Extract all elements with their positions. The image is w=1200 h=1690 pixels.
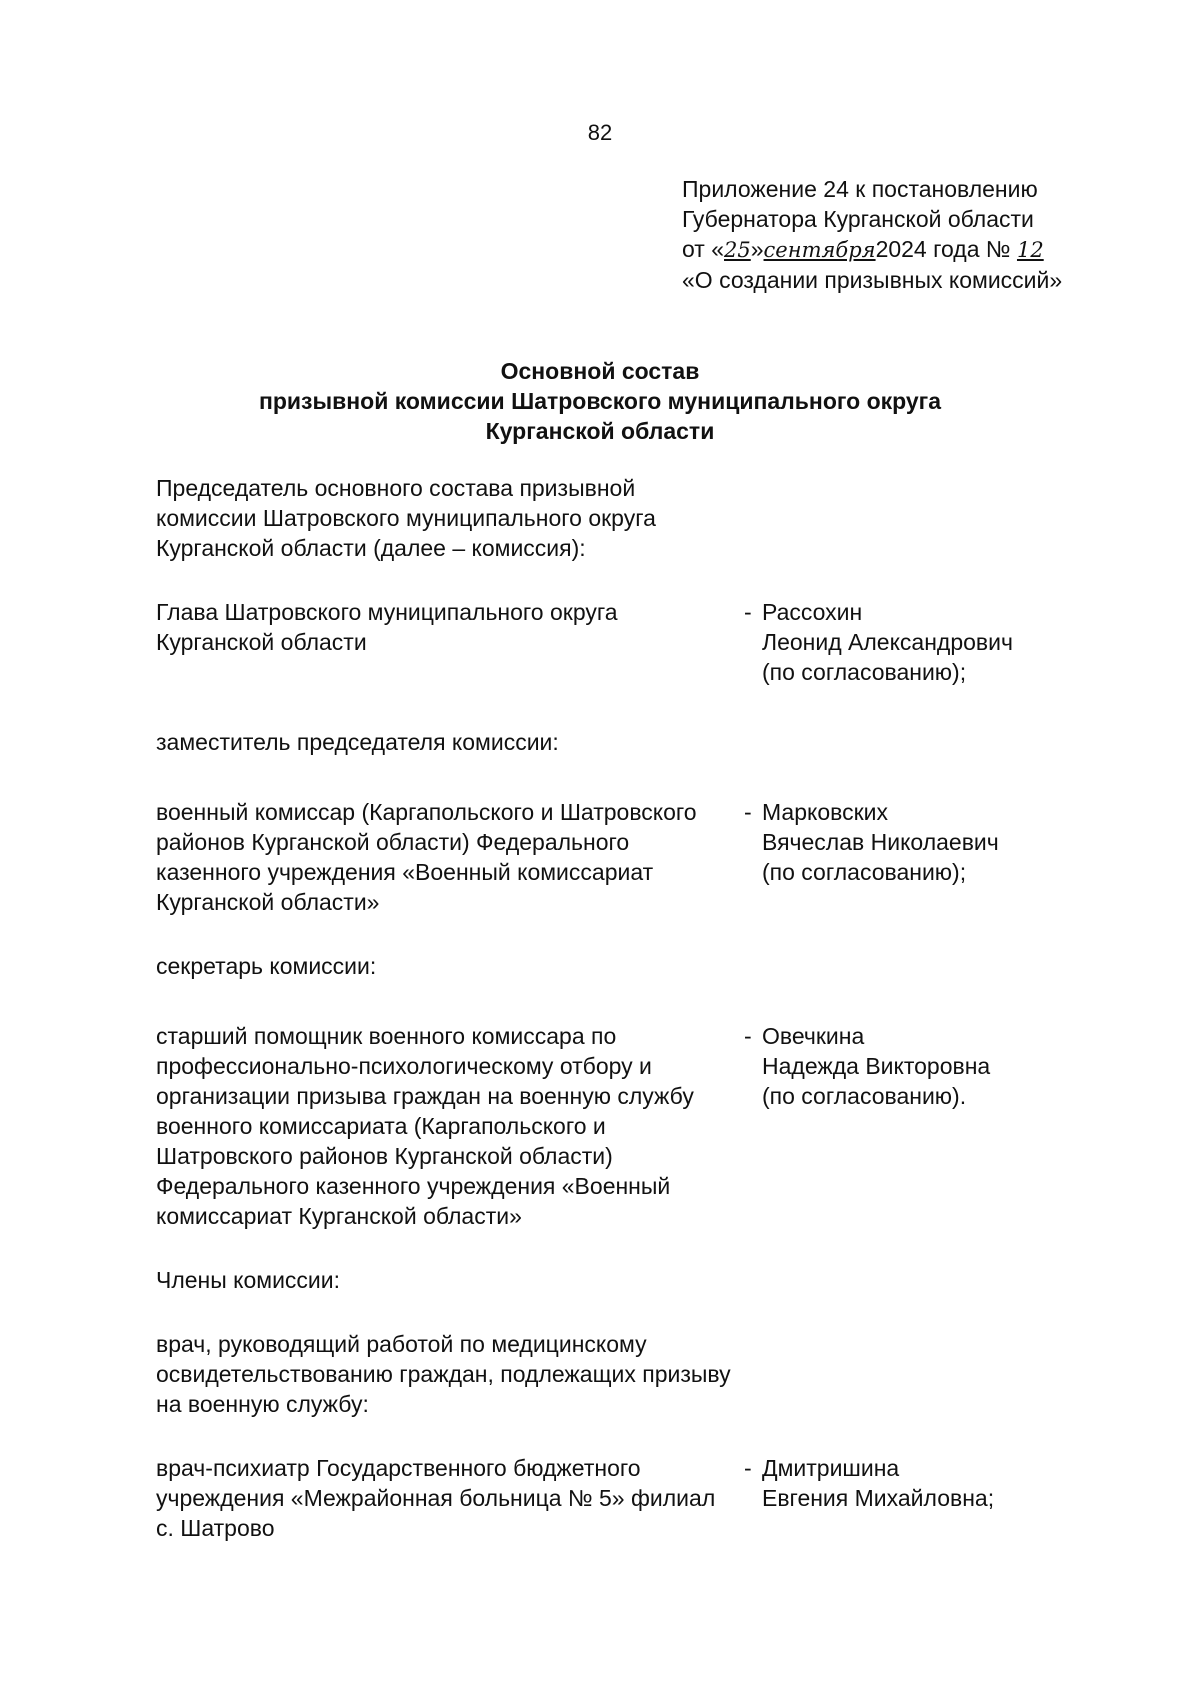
deputy-note: (по согласованию);: [762, 859, 967, 885]
doctor-dash: -: [744, 1455, 752, 1481]
secretary-heading-row: [156, 951, 1056, 981]
doctor-surname: Дмитришина: [762, 1455, 900, 1481]
deputy-heading-row: [156, 727, 1056, 757]
deputy-heading: заместитель председателя комиссии:: [156, 729, 559, 755]
secretary-name: Надежда Викторовна: [762, 1053, 991, 1079]
deputy-person: [734, 797, 1056, 917]
deputy-row: [156, 797, 1056, 917]
chairman-heading-row: [156, 473, 1056, 563]
doctor-name: Евгения Михайловна;: [762, 1485, 995, 1511]
appendix-date-mid: »: [750, 236, 764, 262]
appendix-line-3: [682, 234, 1182, 265]
deputy-name: Вячеслав Николаевич: [762, 829, 999, 855]
secretary-heading: секретарь комиссии:: [156, 953, 377, 979]
chairman-person: [734, 597, 1056, 687]
chairman-heading: Председатель основного состава призывной комиссии Шатровского муниципального округа Курганской области (далее – комиссия):: [156, 475, 656, 561]
deputy-surname: Марковских: [762, 799, 888, 825]
secretary-dash: -: [744, 1023, 752, 1049]
handwritten-month: сентября: [763, 238, 876, 262]
chairman-note: (по согласованию);: [762, 659, 967, 685]
chairman-position: Глава Шатровского муниципального округа Курганской области: [156, 599, 618, 655]
chairman-name: Леонид Александрович: [762, 629, 1013, 655]
appendix-year: 2024 года №: [875, 236, 1011, 262]
handwritten-number: 12: [1016, 238, 1044, 262]
title-line-1: Основной состав: [500, 358, 700, 384]
doctor-row: [156, 1453, 1056, 1543]
appendix-header: [682, 174, 1182, 295]
doctor-position: врач-психиатр Государственного бюджетного учреждения «Межрайонная больница № 5» филиал с. Шатрово: [156, 1455, 716, 1541]
secretary-note: (по согласованию).: [762, 1083, 967, 1109]
deputy-dash: -: [744, 799, 752, 825]
doctor-person: [734, 1453, 1056, 1543]
document-title: [0, 356, 1200, 446]
secretary-person: [734, 1021, 1056, 1231]
chairman-dash: -: [744, 599, 752, 625]
appendix-date-prefix: от «: [682, 236, 725, 262]
chairman-surname: Рассохин: [762, 599, 863, 625]
doctor-heading: врач, руководящий работой по медицинскому освидетельствованию граждан, подлежащих призыву на военную службу:: [156, 1331, 731, 1417]
appendix-line-2: Губернатора Курганской области: [682, 206, 1034, 232]
secretary-surname: Овечкина: [762, 1023, 865, 1049]
members-heading-row: [156, 1265, 1056, 1295]
appendix-line-1: Приложение 24 к постановлению: [682, 176, 1038, 202]
title-line-3: Курганской области: [485, 418, 715, 444]
page-number: 82: [587, 120, 613, 145]
composition-list: [156, 473, 1056, 1543]
chairman-row: [156, 597, 1056, 687]
secretary-row: [156, 1021, 1056, 1231]
handwritten-day: 25: [724, 238, 751, 262]
deputy-position: военный комиссар (Каргапольского и Шатровского районов Курганской области) Федерального казенного учреждения «Военный комиссариат Курганской области»: [156, 799, 697, 915]
appendix-line-4: «О создании призывных комиссий»: [682, 267, 1063, 293]
doctor-heading-row: [156, 1329, 1056, 1419]
secretary-position: старший помощник военного комиссара по профессионально-психологическому отбору и организации призыва граждан на военную службу военного комиссариата (Каргапольского и Шатровского районов Курганской области) Федерального казенного учреждения «Военный комиссариат Курганской области»: [156, 1023, 694, 1229]
title-line-2: призывной комиссии Шатровского муниципального округа: [258, 388, 942, 414]
members-heading: Члены комиссии:: [156, 1267, 341, 1293]
